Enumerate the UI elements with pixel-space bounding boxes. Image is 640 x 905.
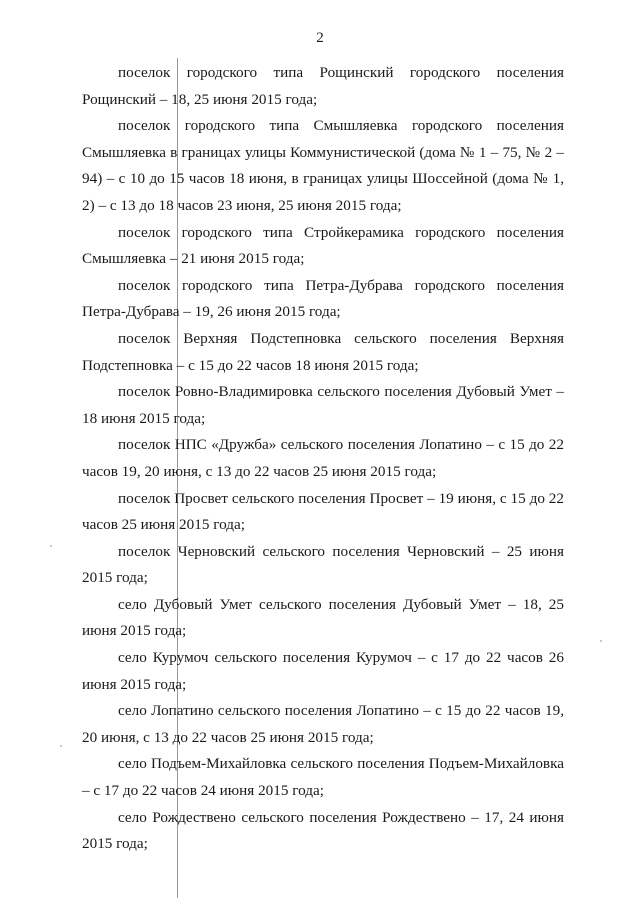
- paragraph: поселок городского типа Петра-Дубрава городского поселения Петра-Дубрава – 19, 26 июня 2015 года;: [82, 276, 564, 321]
- paragraph: село Подъем-Михайловка сельского поселения Подъем-Михайловка – с 17 до 22 часов 24 июня 2015 года;: [82, 755, 564, 800]
- paragraph: село Курумоч сельского поселения Курумоч – с 17 до 22 часов 26 июня 2015 года;: [82, 649, 564, 693]
- paragraph: поселок городского типа Стройкерамика городского поселения Смышляевка – 21 июня 2015 года;: [82, 223, 564, 268]
- paragraph: поселок Ровно-Владимировка сельского поселения Дубовый Умет – 18 июня 2015 года;: [82, 383, 564, 427]
- scan-speck: [50, 545, 52, 547]
- paragraph: село Дубовый Умет сельского поселения Дубовый Умет – 18, 25 июня 2015 года;: [82, 595, 564, 640]
- scan-speck: [600, 640, 602, 642]
- paragraph: поселок Просвет сельского поселения Просвет – 19 июня, с 15 до 22 часов 25 июня 2015 года;: [82, 489, 564, 534]
- paragraph: поселок НПС «Дружба» сельского поселения Лопатино – с 15 до 22 часов 19, 20 июня, с 13 до 22 часов 25 июня 2015 года;: [82, 436, 564, 480]
- paragraph: поселок Черновский сельского поселения Черновский – 25 июня 2015 года;: [82, 542, 564, 587]
- paragraph: село Лопатино сельского поселения Лопатино – с 15 до 22 часов 19, 20 июня, с 13 до 22 часов 25 июня 2015 года;: [82, 702, 564, 746]
- page-number: 2: [316, 30, 324, 46]
- paragraph: поселок городского типа Рощинский городского поселения Рощинский – 18, 25 июня 2015 года;: [82, 64, 564, 108]
- paragraph: поселок городского типа Смышляевка городского поселения Смышляевка в границах улицы Коммунистической (дома № 1 – 75, № 2 – 94) – с 10 до 15 часов 18 июня, в границах улицы Шоссейной (дома № 1, 2) – с 13 до 18 часов 23 июня, 25 июня 2015 года;: [82, 117, 564, 214]
- paragraph: поселок Верхняя Подстепновка сельского поселения Верхняя Подстепновка – с 15 до 22 часов 18 июня 2015 года;: [82, 329, 564, 374]
- scan-speck: [60, 745, 62, 747]
- paragraph: село Рождествено сельского поселения Рождествено – 17, 24 июня 2015 года;: [82, 808, 564, 853]
- body-text: [82, 60, 564, 858]
